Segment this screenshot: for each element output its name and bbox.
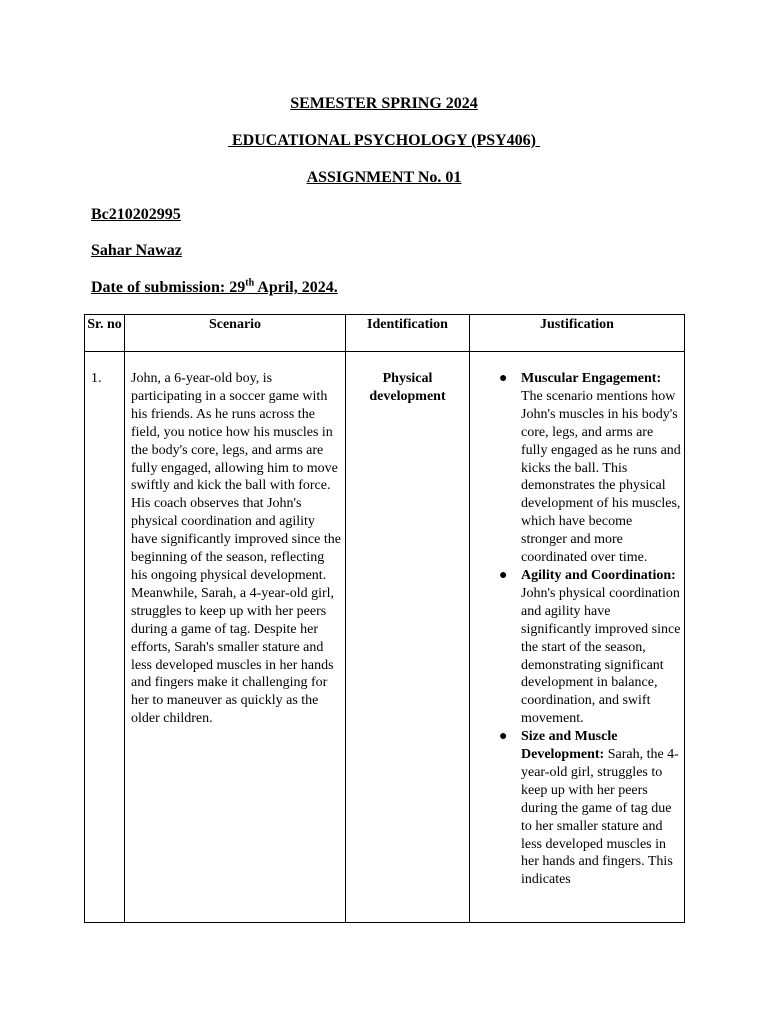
row-sr-no: 1. (91, 371, 102, 386)
justification-item-text: The scenario mentions how John's muscles in his body's core, legs, and arms are fully engaged as he runs and kicks the ball. This demonstrates the physical development of his muscles, which have become stronger and more coordinated over time. (521, 388, 681, 566)
bullet-icon: ● (499, 567, 508, 583)
table-divider (469, 315, 470, 922)
justification-item (499, 370, 681, 567)
student-name: Sahar Nawaz (91, 242, 182, 259)
justification-item (499, 567, 681, 728)
justification-item (499, 728, 681, 889)
justification-item-title: Agility and Coordination: (521, 567, 676, 583)
table-divider (124, 315, 125, 922)
date-suffix: April, 2024. (254, 279, 338, 296)
identification-text: Physical development (369, 371, 446, 404)
submission-date (91, 279, 338, 297)
course-heading: EDUCATIONAL PSYCHOLOGY (PSY406) (227, 132, 541, 149)
column-header-scenario: Scenario (208, 317, 262, 332)
column-header-identification: Identification (367, 317, 448, 332)
justification-item-text: Sarah, the 4-year-old girl, struggles to keep up with her peers during the game of tag due to her smaller stature and less developed muscles in her hands and fingers. This indicates (521, 747, 679, 888)
student-id: Bc210202995 (91, 206, 181, 223)
assignment-table (84, 314, 685, 923)
table-divider (345, 315, 346, 922)
justification-item-title: Muscular Engagement: (521, 371, 662, 386)
date-prefix: Date of submission: 29 (91, 279, 246, 296)
date-ordinal-suffix: th (245, 277, 255, 289)
assignment-heading: ASSIGNMENT No. 01 (306, 169, 462, 186)
scenario-text: John, a 6-year-old boy, is participating in a soccer game with his friends. As he runs across the field, you notice how his muscles in the body's core, legs, and arms are fully engaged, allowing him to move swiftly and kick the ball with force. His coach observes that John's physical coordination and agility have significantly improved since the beginning of the season, reflecting his ongoing physical development. Meanwhile, Sarah, a 4-year-old girl, struggles to keep up with her peers during a game of tag. Despite her efforts, Sarah's smaller stature and less developed muscles in her hands and fingers make it challenging for her to maneuver as quickly as the older children. (131, 371, 341, 727)
header-divider (85, 351, 684, 352)
justification-item-text: John's physical coordination and agility have significantly improved since the start of the season, demonstrating significant development in balance, coordination, and swift movement. (521, 585, 681, 727)
justification-list (499, 370, 681, 889)
column-header-sr-no: Sr. no (87, 317, 122, 332)
semester-heading: SEMESTER SPRING 2024 (290, 95, 478, 112)
justification-item-title: Size and Muscle Development: (521, 729, 618, 763)
column-header-justification: Justification (540, 317, 614, 332)
bullet-icon: ● (499, 371, 508, 386)
bullet-icon: ● (499, 729, 508, 745)
